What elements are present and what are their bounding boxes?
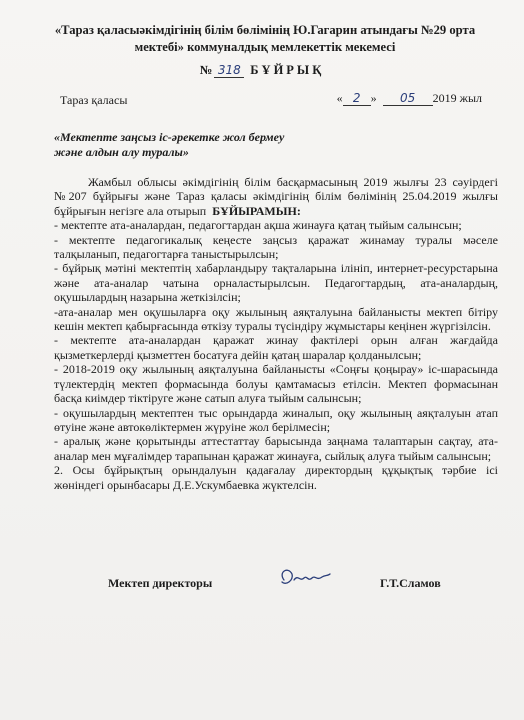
list-item: - 2018-2019 оқу жылының аяқталуына байланысты «Соңғы қоңырау» іс-шарасында түлектердің мектеп формасында болуы қамтамасыз етілсін. Мектеп формасынан басқа киімдер тіктіруге және сатып алуға тыйым салынсын;	[54, 362, 498, 406]
date-year: 2019 жыл	[432, 91, 482, 105]
subject-line-1: «Мектепте заңсыз іс-әрекетке жол бермеу	[54, 130, 285, 144]
order-number: 318	[214, 63, 244, 78]
header-line-1: «Тараз қаласыәкімдігінің білім бөлімінің Ю.Гагарин атындағы №29 орта	[54, 23, 476, 37]
list-item: - мектепте ата-аналардан, педагогтардан ақша жинауға қатаң тыйым салынсын;	[54, 218, 462, 233]
preamble-text: Жамбыл облысы әкімдігінің білім басқармасының 2019 жылғы 23 сәуірдегі №207 бұйрығы және Тараз қаласы әкімдігінің білім бөлімінің 25.04.2019 жылғы бұйрығын негізге ала отырып	[54, 175, 498, 218]
order-title: БҰЙРЫҚ	[250, 63, 325, 77]
date-close-quote: »	[370, 91, 377, 105]
date-month: 05	[383, 91, 433, 106]
header-line-2: мектебі» коммуналдық мемлекеттік мекемесі	[134, 40, 396, 54]
subject-line-2: және алдын алу туралы»	[54, 145, 189, 159]
issue-date	[337, 91, 482, 106]
signatory-title: Мектеп директоры	[108, 576, 213, 590]
list-item: - аралық және қорытынды аттестаттау барысында заңнама талаптарын сақтау, ата-аналар мен мұғалімдер тарапынан қаражат жинауға, сыйлық алуға тыйым салынсын;	[54, 434, 498, 463]
list-item: - оқушылардың мектептен тыс орындарда жиналып, оқу жылының аяқталуын атап өтуіне және автокөліктермен жүруіне жол берілмесін;	[54, 405, 498, 434]
handwritten-signature	[274, 564, 334, 592]
list-item: 2. Осы бұйрықтың орындалуын қадағалау директордың құқықтық тәрбие ісі жөніндегі орынбасары Д.Е.Ускумбаевка жүктелсін.	[54, 463, 498, 492]
date-day: 2	[343, 91, 371, 106]
list-item: - мектепте педагогикалық кеңесте заңсыз қаражат жинамау туралы мәселе талқыланып, педагогтарға таныстырылсын;	[54, 232, 498, 262]
order-preamble	[54, 175, 498, 218]
order-number-label: №	[199, 63, 213, 77]
organization-header	[40, 22, 490, 56]
order-subject	[54, 130, 354, 160]
signature-block	[0, 574, 524, 594]
order-command: БҰЙЫРАМЫН:	[212, 203, 301, 218]
order-number-line	[0, 63, 524, 78]
date-open-quote: «	[336, 91, 343, 105]
place-of-issue: Тараз қаласы	[60, 93, 128, 107]
list-item: - бұйрық мәтіні мектептің хабарландыру тақталарына ілініп, интернет-ресурстарына және ата-аналар чатына орналастырылсын. Педагогтардың, ата-аналардың, оқушылардың назарына жеткізілсін;	[54, 261, 498, 305]
list-item: -ата-аналар мен оқушыларға оқу жылының аяқталуына байланысты мектеп бітіру кешін мектеп қабырғасында өткізу туралы түсіндіру жұмыстары кеңінен жүргізілсін.	[54, 304, 498, 334]
order-body	[54, 175, 498, 492]
signatory-name: Г.Т.Сламов	[380, 576, 441, 590]
list-item: - мектепте ата-аналардан қаражат жинау фактілері орын алған жағдайда қызметкерлерді қызметтен босатуға дейін қатаң шаралар қолданылсын;	[54, 333, 498, 362]
